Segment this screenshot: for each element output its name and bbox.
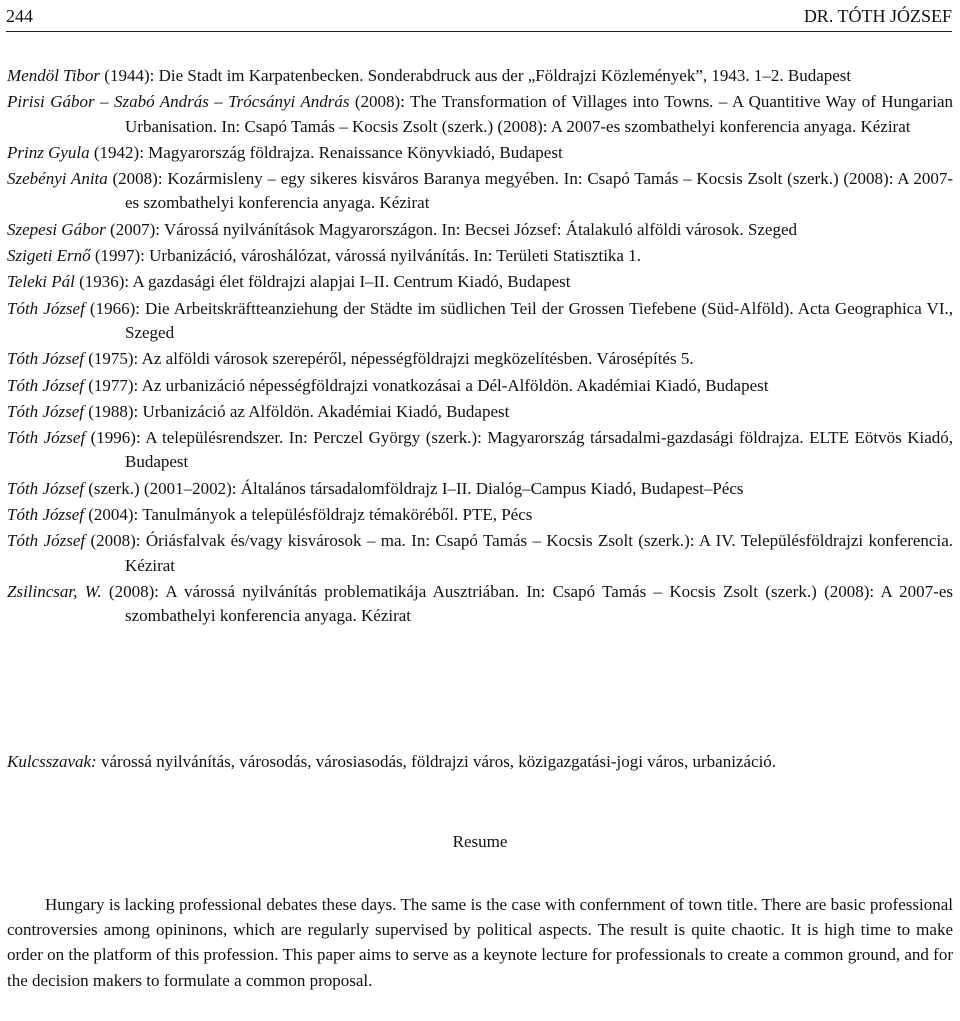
reference-entry	[7, 90, 953, 139]
page-header	[6, 2, 952, 32]
reference-entry	[7, 218, 953, 242]
resume-heading: Resume	[452, 832, 508, 851]
reference-author: Teleki Pál	[7, 272, 75, 292]
running-title: DR. TÓTH JÓZSEF	[803, 6, 952, 26]
reference-text: (2008): The Transformation of Villages into Towns. – A Quantitive Way of Hungarian Urbanisation. In: Csapó Tamás – Kocsis Zsolt (szerk.) (2008): A 2007-es szombathelyi konferencia anyaga. Kézirat	[125, 92, 953, 136]
reference-entry	[7, 167, 953, 216]
keywords-text: várossá nyilvánítás, városodás, városiasodás, földrajzi város, közigazgatási-jogi város, urbanizáció.	[96, 752, 777, 771]
reference-author: Tóth József	[7, 478, 84, 498]
reference-text: (2007): Várossá nyilvánítások Magyarországon. In: Becsei József: Átalakuló alföldi városok. Szeged	[105, 219, 798, 239]
reference-entry	[7, 477, 953, 501]
reference-author: Tóth József	[7, 298, 85, 318]
page-number: 244	[6, 6, 33, 26]
reference-text: (1966): Die Arbeitskräftteanziehung der Städte im südlichen Teil der Grossen Tiefebene (Süd-Alföld). Acta Geographica VI., Szeged	[84, 298, 953, 342]
reference-author: Szepesi Gábor	[7, 219, 106, 239]
reference-text: (2008): Óriásfalvak és/vagy kisvárosok – ma. In: Csapó Tamás – Kocsis Zsolt (szerk.): A IV. Településföldrajzi konferencia. Kézirat	[85, 531, 953, 575]
reference-entry	[7, 64, 953, 88]
reference-text: (2008): Kozármisleny – egy sikeres kisváros Baranya megyében. In: Csapó Tamás – Kocsis Zsolt (szerk.) (2008): A 2007-es szombathelyi konferencia anyaga. Kézirat	[107, 169, 953, 213]
reference-entry	[7, 270, 953, 294]
reference-author: Zsilincsar, W.	[7, 581, 102, 601]
reference-author: Szigeti Ernő	[7, 246, 91, 266]
keywords-label: Kulcsszavak:	[7, 752, 97, 771]
reference-text: (2008): A várossá nyilvánítás problematikája Ausztriában. In: Csapó Tamás – Kocsis Zsolt (szerk.) (2008): A 2007-es szombathelyi konferencia anyaga. Kézirat	[101, 581, 954, 626]
reference-text: (1942): Magyarország földrajza. Renaissance Könyvkiadó, Budapest	[89, 142, 563, 162]
reference-entry	[7, 426, 953, 475]
reference-entry	[7, 580, 953, 629]
reference-author: Tóth József	[7, 505, 84, 525]
reference-text: (1944): Die Stadt im Karpatenbecken. Sonderabdruck aus der „Földrajzi Közlemények”, 1943. 1–2. Budapest	[100, 66, 852, 85]
reference-text: (szerk.) (2001–2002): Általános társadalomföldrajz I–II. Dialóg–Campus Kiadó, Budapest–Pécs	[83, 478, 744, 498]
reference-entry	[7, 141, 953, 165]
keywords-section	[7, 749, 953, 774]
reference-list	[7, 64, 953, 631]
reference-text: (1997): Urbanizáció, városhálózat, várossá nyilvánítás. In: Területi Statisztika 1.	[90, 246, 641, 266]
reference-entry	[7, 347, 953, 371]
reference-author: Tóth József	[7, 375, 84, 395]
reference-author: Pirisi Gábor – Szabó András – Trócsányi András	[7, 92, 350, 112]
reference-entry	[7, 374, 953, 398]
reference-text: (1996): A településrendszer. In: Perczel György (szerk.): Magyarország társadalmi-gazdasági földrajza. ELTE Eötvös Kiadó, Budapest	[85, 428, 953, 472]
reference-author: Tóth József	[7, 401, 84, 421]
reference-author: Mendöl Tibor	[7, 66, 101, 85]
reference-entry	[7, 400, 953, 424]
reference-entry	[7, 503, 953, 527]
reference-text: (1977): Az urbanizáció népességföldrajzi vonatkozásai a Dél-Alföldön. Akadémiai Kiadó, Budapest	[83, 375, 769, 395]
reference-text: (2004): Tanulmányok a településföldrajz témaköréből. PTE, Pécs	[83, 505, 533, 525]
reference-author: Tóth József	[7, 349, 84, 369]
resume-paragraph: Hungary is lacking professional debates these days. The same is the case with confernment of town title. There are basic professional controversies among opininons, which are regularly supervised by political aspects. The result is quite chaotic. It is high time to make order on the platform of this profession. This paper aims to serve as a keynote lecture for professionals to create a common ground, and for the decision makers to formulate a common proposal.	[7, 895, 953, 990]
reference-text: (1936): A gazdasági élet földrajzi alapjai I–II. Centrum Kiadó, Budapest	[74, 272, 571, 292]
reference-text: (1975): Az alföldi városok szerepéről, népességföldrajzi megközelítésben. Városépítés 5.	[83, 349, 694, 369]
reference-author: Tóth József	[7, 428, 86, 448]
reference-author: Szebényi Anita	[7, 169, 108, 189]
reference-entry	[7, 297, 953, 346]
reference-text: (1988): Urbanizáció az Alföldön. Akadémiai Kiadó, Budapest	[83, 401, 510, 421]
reference-author: Prinz Gyula	[7, 142, 90, 162]
reference-entry	[7, 244, 953, 268]
reference-author: Tóth József	[7, 531, 86, 551]
reference-entry	[7, 529, 953, 578]
